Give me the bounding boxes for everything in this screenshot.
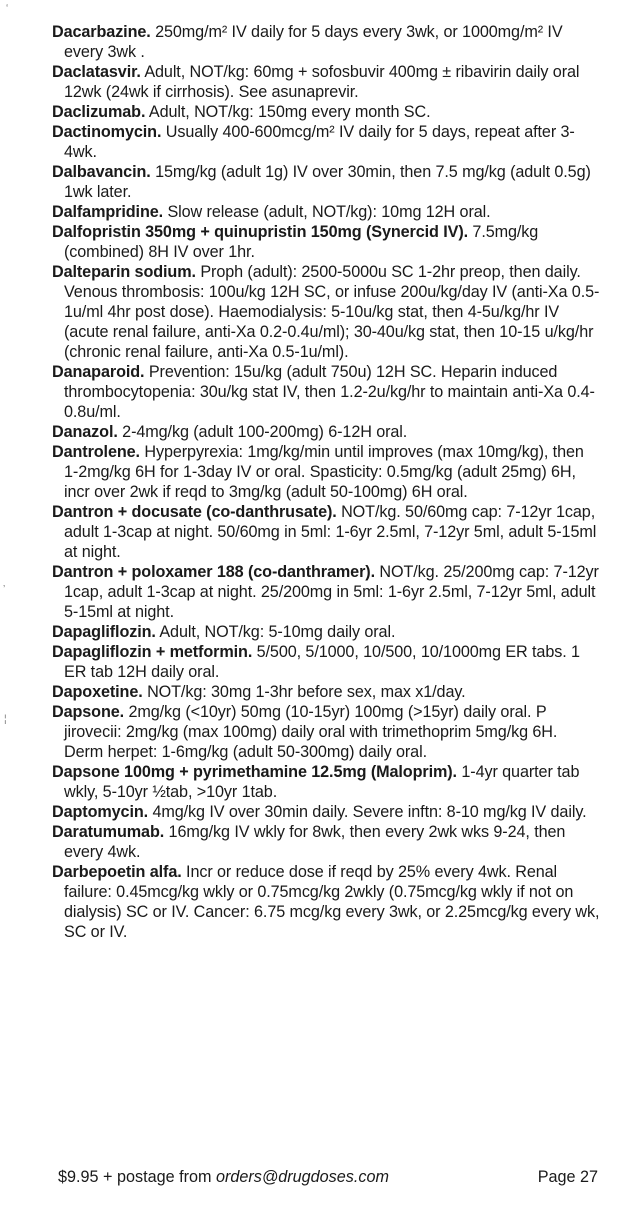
drug-dose-list <box>52 22 600 942</box>
drug-name: Dalfampridine. <box>52 203 164 221</box>
dose-text: 16mg/kg IV wkly for 8wk, then every 2wk wks 9-24, then every 4wk. <box>64 823 566 861</box>
drug-name: Dalbavancin. <box>52 163 151 181</box>
list-item <box>52 122 600 162</box>
dose-text: 250mg/m² IV daily for 5 days every 3wk, or 1000mg/m² IV every 3wk . <box>64 23 563 61</box>
list-item <box>52 422 600 442</box>
price: $9.95 <box>58 1168 99 1186</box>
dose-text: 2-4mg/kg (adult 100-200mg) 6-12H oral. <box>122 423 408 441</box>
dose-text: Usually 400-600mcg/m² IV daily for 5 days, repeat after 3-4wk. <box>64 123 575 161</box>
scan-speck: ¦ <box>4 714 7 725</box>
dose-text: NOT/kg. 50/60mg cap: 7-12yr 1cap, adult 1-3cap at night. 50/60mg in 5ml: 1-6yr 2.5ml, 7-12yr 5ml, adult 5-15ml at night. <box>64 503 597 561</box>
page-number: Page 27 <box>537 1168 598 1186</box>
dose-text: 1-4yr quarter tab wkly, 5-10yr ½tab, >10yr 1tab. <box>64 763 580 801</box>
list-item <box>52 702 600 762</box>
list-item <box>52 762 600 802</box>
order-info <box>58 1167 389 1187</box>
dose-text: 15mg/kg (adult 1g) IV over 30min, then 7.5 mg/kg (adult 0.5g) 1wk later. <box>64 163 591 201</box>
drug-name: Dantron + poloxamer 188 (co-danthramer). <box>52 563 375 581</box>
drug-name: Daratumumab. <box>52 823 165 841</box>
drug-name: Dactinomycin. <box>52 123 162 141</box>
drug-name: Daptomycin. <box>52 803 149 821</box>
dose-text: 5/500, 5/1000, 10/500, 10/1000mg ER tabs. 1 ER tab 12H daily oral. <box>64 643 580 681</box>
drug-name: Danazol. <box>52 423 118 441</box>
list-item <box>52 222 600 262</box>
dose-text: 2mg/kg (<10yr) 50mg (10-15yr) 100mg (>15yr) daily oral. P jirovecii: 2mg/kg (max 100mg) daily oral with trimethoprim 5mg/kg 6H. Derm herpet: 1-6mg/kg (adult 50-300mg) daily oral. <box>64 703 558 761</box>
scan-speck: ’ <box>3 584 6 595</box>
drug-name: Dapsone 100mg + pyrimethamine 12.5mg (Maloprim). <box>52 763 457 781</box>
drug-name: Daclizumab. <box>52 103 146 121</box>
list-item <box>52 262 600 362</box>
drug-name: Dalteparin sodium. <box>52 263 196 281</box>
dose-text: Proph (adult): 2500-5000u SC 1-2hr preop, then daily. Venous thrombosis: 100u/kg 12H SC, or infuse 200u/kg/day IV (anti-Xa 0.5-1u/ml 4hr post dose). Haemodialysis: 5-10u/kg stat, then 4-5u/kg/hr IV (acute renal failure, anti-Xa 0.2-0.4u/ml); 30-40u/kg stat, then 10-15 u/kg/hr (chronic renal failure, anti-Xa 0.5-1u/ml). <box>64 263 600 361</box>
list-item <box>52 822 600 862</box>
dose-text: Hyperpyrexia: 1mg/kg/min until improves (max 10mg/kg), then 1-2mg/kg 6H for 1-3day IV or oral. Spasticity: 0.5mg/kg (adult 25mg) 6H, incr over 2wk if reqd to 3mg/kg (adult 50-100mg) 6H oral. <box>64 443 584 501</box>
drug-name: Dantrolene. <box>52 443 140 461</box>
dose-text: Adult, NOT/kg: 60mg + sofosbuvir 400mg ± ribavirin daily oral 12wk (24wk if cirrhosis). See asunaprevir. <box>64 63 580 101</box>
drug-name: Dapagliflozin. <box>52 623 156 641</box>
drug-name: Dapsone. <box>52 703 125 721</box>
list-item <box>52 442 600 502</box>
drug-name: Daclatasvir. <box>52 63 141 81</box>
drug-name: Dacarbazine. <box>52 23 151 41</box>
order-email-link[interactable]: orders@drugdoses.com <box>215 1168 389 1186</box>
drug-name: Danaparoid. <box>52 363 145 381</box>
dose-text: Adult, NOT/kg: 150mg every month SC. <box>148 103 431 121</box>
drug-name: Dantron + docusate (co-danthrusate). <box>52 503 337 521</box>
drug-name: Darbepoetin alfa. <box>52 863 182 881</box>
list-item <box>52 162 600 202</box>
dose-text: Adult, NOT/kg: 5-10mg daily oral. <box>159 623 396 641</box>
list-item <box>52 62 600 102</box>
list-item <box>52 642 600 682</box>
dose-text: 4mg/kg IV over 30min daily. Severe inftn: 8-10 mg/kg IV daily. <box>152 803 587 821</box>
list-item <box>52 502 600 562</box>
dose-text: NOT/kg. 25/200mg cap: 7-12yr 1cap, adult 1-3cap at night. 25/200mg in 5ml: 1-6yr 2.5ml, 7-12yr 5ml, adult 5-15ml at night. <box>64 563 599 621</box>
list-item <box>52 682 600 702</box>
dose-text: Incr or reduce dose if reqd by 25% every 4wk. Renal failure: 0.45mcg/kg wkly or 0.75mcg/kg 2wkly (0.75mcg/kg wkly if not on dialysis) SC or IV. Cancer: 6.75 mcg/kg every 3wk, or 2.25mcg/kg every wk, SC or IV. <box>64 863 600 941</box>
scan-speck: ‘ <box>6 3 9 14</box>
list-item <box>52 102 600 122</box>
list-item <box>52 22 600 62</box>
list-item <box>52 362 600 422</box>
drug-name: Dapoxetine. <box>52 683 143 701</box>
dose-text: 7.5mg/kg (combined) 8H IV over 1hr. <box>64 223 539 261</box>
list-item <box>52 802 600 822</box>
drug-name: Dalfopristin 350mg + quinupristin 150mg (Synercid IV). <box>52 223 469 241</box>
dose-text: Prevention: 15u/kg (adult 750u) 12H SC. Heparin induced thrombocytopenia: 30u/kg stat IV, then 1.2-2u/kg/hr to maintain anti-Xa 0.4-0.8u/ml. <box>64 363 595 421</box>
list-item <box>52 562 600 622</box>
dose-text: Slow release (adult, NOT/kg): 10mg 12H oral. <box>167 203 491 221</box>
dose-text: NOT/kg: 30mg 1-3hr before sex, max x1/day. <box>147 683 466 701</box>
page-footer <box>58 1167 598 1187</box>
list-item <box>52 862 600 942</box>
postage-text: + postage from <box>103 1168 212 1186</box>
drug-name: Dapagliflozin + metformin. <box>52 643 253 661</box>
list-item <box>52 622 600 642</box>
list-item <box>52 202 600 222</box>
